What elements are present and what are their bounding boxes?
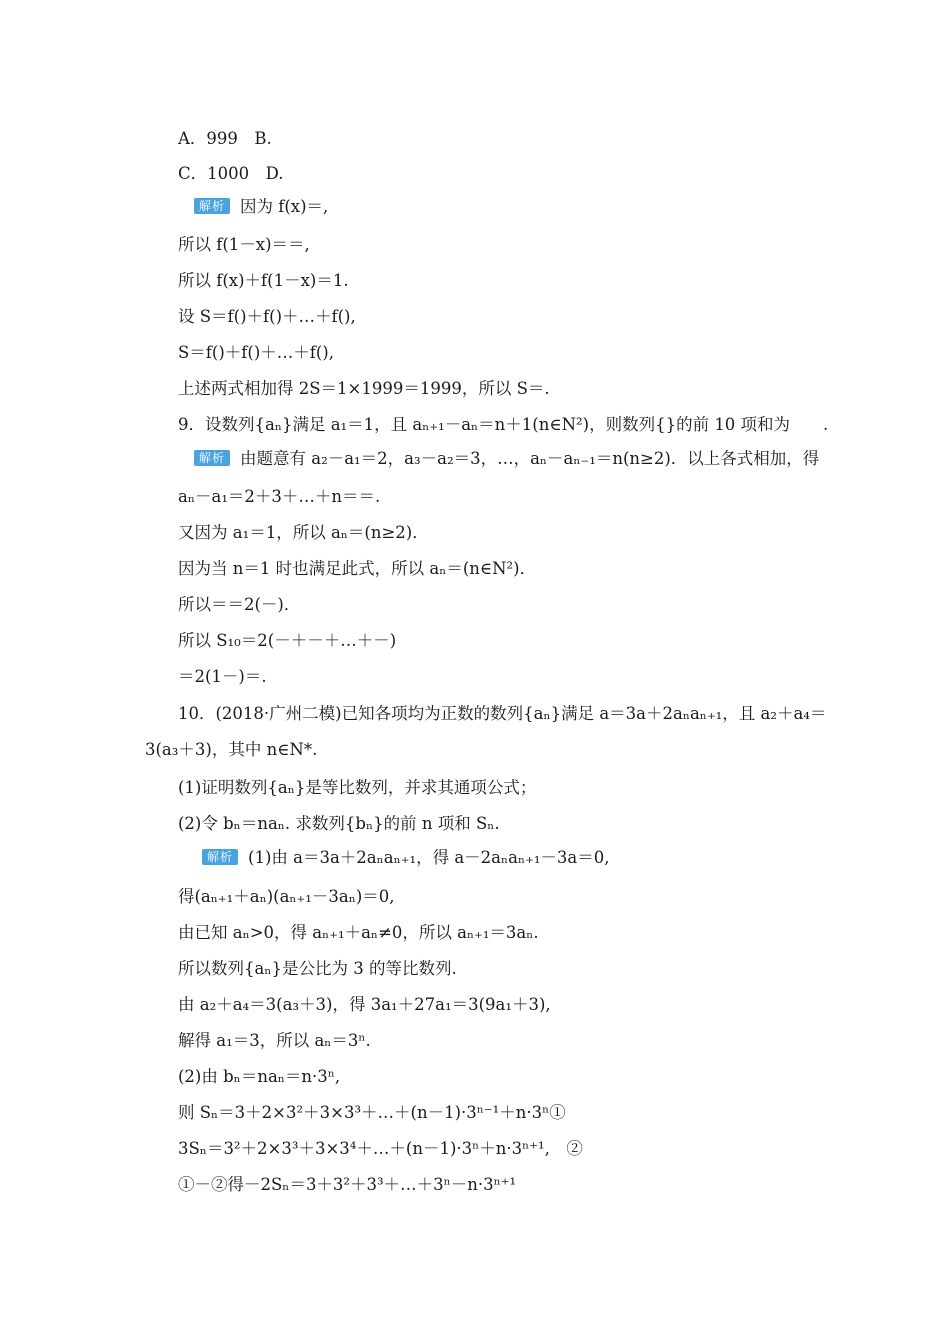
text-line: aₙ－a₁＝2＋3＋…＋n＝＝. — [178, 487, 381, 506]
analysis-line — [202, 847, 610, 869]
text-line: S＝f()＋f()＋…＋f(), — [178, 343, 334, 362]
text-line: 由已知 aₙ>0，得 aₙ₊₁＋aₙ≠0，所以 aₙ₊₁＝3aₙ. — [178, 923, 539, 942]
analysis-line — [194, 196, 328, 218]
analysis-badge: 解析 — [194, 450, 230, 466]
text-line: C．1000 D. — [178, 164, 284, 183]
text-line: 由题意有 a₂－a₁＝2，a₃－a₂＝3，…，aₙ－aₙ₋₁＝n(n≥2)．以上各式相加，得 — [240, 449, 820, 468]
text-line: (1)由 a＝3a＋2aₙaₙ₊₁，得 a－2aₙaₙ₊₁－3a＝0, — [248, 848, 610, 867]
text-line: 设 S＝f()＋f()＋…＋f(), — [178, 307, 356, 326]
text-line: 解得 a₁＝3，所以 aₙ＝3ⁿ. — [178, 1031, 371, 1050]
text-line: 所以 f(x)＋f(1－x)＝1. — [178, 271, 349, 290]
text-line: ①－②得－2Sₙ＝3＋3²＋3³＋…＋3ⁿ－n·3ⁿ⁺¹ — [178, 1175, 517, 1194]
analysis-badge: 解析 — [194, 198, 230, 214]
text-line: 得(aₙ₊₁＋aₙ)(aₙ₊₁－3aₙ)＝0, — [178, 887, 395, 906]
text-line: 因为 f(x)＝, — [240, 197, 329, 216]
text-line: 所以 S₁₀＝2(－＋－＋…＋－) — [178, 631, 397, 650]
text-line: 上述两式相加得 2S＝1×1999＝1999，所以 S＝. — [178, 379, 550, 398]
question-10: 10．(2018·广州二模)已知各项均为正数的数列{aₙ}满足 a＝3a＋2aₙaₙ₊₁，且 a₂＋a₄＝ — [178, 704, 827, 723]
text-line: 又因为 a₁＝1，所以 aₙ＝(n≥2)． — [178, 523, 429, 542]
text-line: 所以＝＝2(－)． — [178, 595, 301, 614]
question-9: 9．设数列{aₙ}满足 a₁＝1，且 aₙ₊₁－aₙ＝n＋1(n∈N²)，则数列{}的前 10 项和为 . — [178, 415, 829, 434]
text-line: 则 Sₙ＝3＋2×3²＋3×3³＋…＋(n－1)·3ⁿ⁻¹＋n·3ⁿ① — [178, 1103, 566, 1122]
text-line: 3Sₙ＝3²＋2×3³＋3×3⁴＋…＋(n－1)·3ⁿ＋n·3ⁿ⁺¹, ② — [178, 1139, 583, 1158]
text-line: (1)证明数列{aₙ}是等比数列，并求其通项公式； — [178, 778, 537, 797]
analysis-line — [194, 448, 819, 470]
analysis-badge: 解析 — [202, 849, 238, 865]
text-line: 3(a₃＋3)，其中 n∈N*. — [145, 740, 318, 759]
text-line: 因为当 n＝1 时也满足此式，所以 aₙ＝(n∈N²)． — [178, 559, 537, 578]
text-line: 所以数列{aₙ}是公比为 3 的等比数列. — [178, 959, 457, 978]
text-line: (2)令 bₙ＝naₙ. 求数列{bₙ}的前 n 项和 Sₙ. — [178, 814, 500, 833]
text-line: 所以 f(1－x)＝＝, — [178, 235, 310, 254]
text-line: A．999 B. — [178, 129, 272, 148]
text-line: 由 a₂＋a₄＝3(a₃＋3)，得 3a₁＋27a₁＝3(9a₁＋3), — [178, 995, 551, 1014]
text-line: ＝2(1－)＝. — [178, 667, 267, 686]
text-line: (2)由 bₙ＝naₙ＝n·3ⁿ, — [178, 1067, 341, 1086]
